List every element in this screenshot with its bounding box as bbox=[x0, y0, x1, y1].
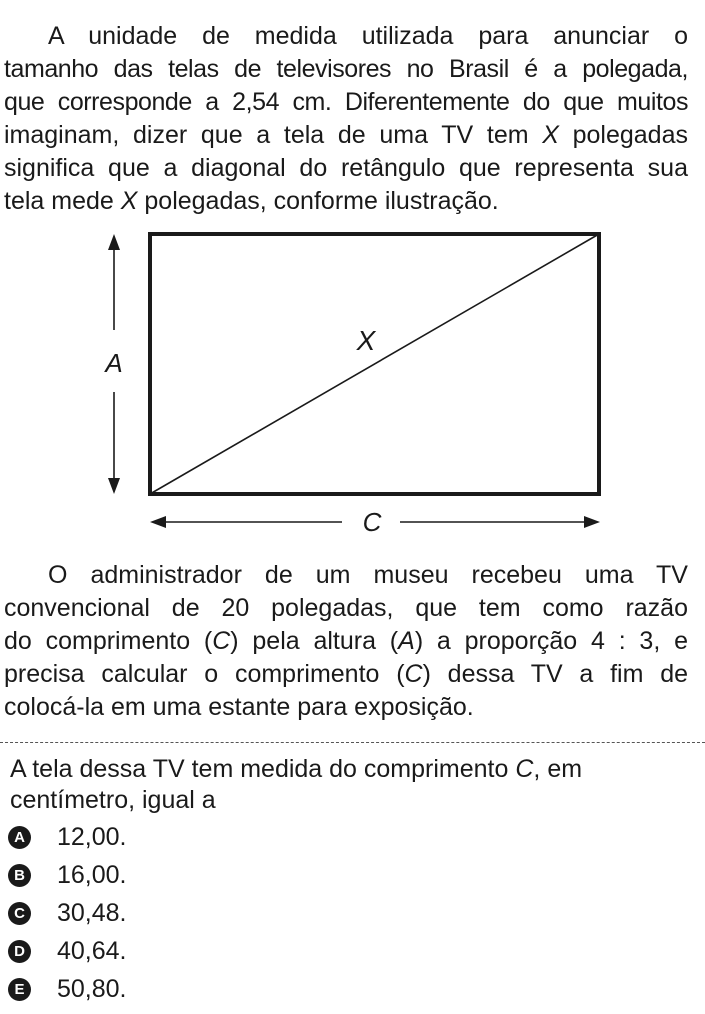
arrow-down-icon bbox=[108, 478, 120, 494]
width-label: C bbox=[362, 507, 382, 535]
option-d-badge-icon: D bbox=[8, 940, 31, 963]
option-d-text: 40,64. bbox=[57, 936, 127, 965]
scenario-text: precisa calcular o comprimento ( bbox=[4, 660, 405, 688]
scenario-paragraph bbox=[4, 559, 688, 724]
option-b-badge-icon: B bbox=[8, 864, 31, 887]
intro-line-4 bbox=[4, 119, 688, 152]
variable-c: C bbox=[515, 755, 534, 783]
variable-c: C bbox=[212, 627, 231, 655]
diagonal-line bbox=[150, 234, 599, 494]
scenario-text: ) a proporção 4 : 3, e bbox=[414, 627, 688, 655]
question-text: A tela dessa TV tem medida do comprimento bbox=[10, 755, 516, 783]
scenario-line-5: colocá-la em uma estante para exposição. bbox=[4, 693, 474, 721]
option-c[interactable] bbox=[8, 894, 127, 932]
diagonal-label: X bbox=[356, 325, 376, 356]
intro-text: polegadas, conforme ilustração. bbox=[137, 187, 499, 215]
option-e-badge-icon: E bbox=[8, 978, 31, 1001]
option-c-text: 30,48. bbox=[57, 898, 127, 927]
scenario-line-2: convencional de 20 polegadas, que tem como razão bbox=[4, 594, 688, 622]
intro-text: imaginam, dizer que a tela de uma TV tem bbox=[4, 121, 543, 149]
intro-text: polegadas bbox=[558, 121, 688, 149]
option-e-text: 50,80. bbox=[57, 974, 127, 1003]
height-label: A bbox=[105, 348, 123, 378]
question-stem bbox=[10, 754, 688, 816]
arrow-left-icon bbox=[150, 516, 166, 528]
intro-line-3: que corresponde a 2,54 cm. Diferentemente do que muitos bbox=[4, 88, 688, 116]
variable-a: A bbox=[398, 627, 415, 655]
scenario-text: ) pela altura ( bbox=[230, 627, 399, 655]
section-divider bbox=[0, 742, 705, 743]
question-text: , em centímetro, igual a bbox=[10, 755, 583, 814]
option-a-badge-icon: A bbox=[8, 826, 31, 849]
option-b-text: 16,00. bbox=[57, 860, 127, 889]
intro-line-1: A unidade de medida utilizada para anunciar o bbox=[48, 22, 688, 50]
scenario-line-4 bbox=[4, 658, 688, 691]
scenario-line-1: O administrador de um museu recebeu uma TV bbox=[48, 561, 688, 589]
option-a[interactable] bbox=[8, 818, 127, 856]
scenario-text: do comprimento ( bbox=[4, 627, 213, 655]
arrow-up-icon bbox=[108, 234, 120, 250]
intro-paragraph bbox=[4, 20, 688, 218]
variable-x: X bbox=[542, 121, 559, 149]
variable-x: X bbox=[120, 187, 138, 215]
scenario-line-3 bbox=[4, 625, 688, 658]
scenario-text: ) dessa TV a fim de bbox=[422, 660, 688, 688]
option-d[interactable] bbox=[8, 932, 127, 970]
answer-options bbox=[8, 818, 127, 1008]
intro-line-6 bbox=[4, 185, 688, 218]
intro-text: tela mede bbox=[4, 187, 121, 215]
tv-screen-diagram bbox=[0, 225, 705, 535]
option-a-text: 12,00. bbox=[57, 822, 127, 851]
intro-line-2: tamanho das telas de televisores no Brasil é a polegada, bbox=[4, 55, 688, 83]
option-c-badge-icon: C bbox=[8, 902, 31, 925]
option-e[interactable] bbox=[8, 970, 127, 1008]
option-b[interactable] bbox=[8, 856, 127, 894]
arrow-right-icon bbox=[584, 516, 600, 528]
intro-line-5: significa que a diagonal do retângulo que representa sua bbox=[4, 154, 688, 182]
variable-c: C bbox=[404, 660, 423, 688]
